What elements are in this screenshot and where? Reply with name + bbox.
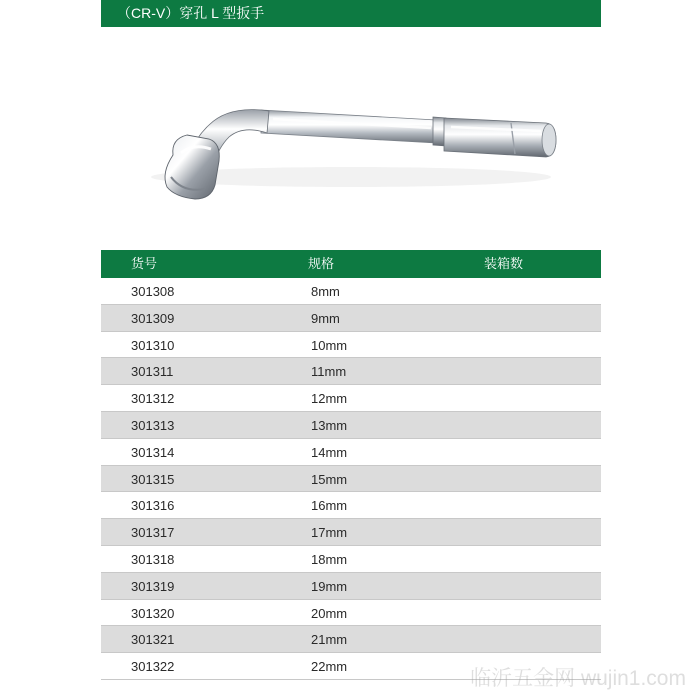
item-spec: 22mm	[311, 659, 348, 675]
item-spec: 9mm	[311, 310, 340, 326]
table-header	[101, 250, 601, 278]
item-code: 301322	[131, 659, 175, 675]
item-spec: 10mm	[311, 337, 348, 353]
item-spec: 16mm	[311, 498, 348, 514]
table-row	[101, 546, 601, 573]
item-spec: 12mm	[311, 391, 348, 407]
l-type-socket-wrench-icon	[101, 27, 601, 250]
item-code: 301309	[131, 310, 175, 326]
item-spec: 14mm	[311, 444, 348, 460]
product-sheet	[101, 0, 601, 700]
item-code: 301314	[131, 444, 175, 460]
item-spec: 11mm	[311, 364, 347, 380]
product-photo	[101, 27, 601, 250]
item-code: 301315	[131, 471, 175, 487]
table-row	[101, 412, 601, 439]
item-spec: 20mm	[311, 605, 348, 621]
table-row	[101, 626, 601, 653]
title-bar	[101, 0, 601, 27]
spec-table	[101, 278, 601, 680]
item-spec: 8mm	[311, 284, 340, 299]
table-row	[101, 305, 601, 332]
item-code: 301317	[131, 525, 175, 541]
item-spec: 17mm	[311, 525, 348, 541]
table-row	[101, 278, 601, 305]
item-code: 301320	[131, 605, 175, 621]
item-code: 301316	[131, 498, 175, 514]
header-packing-quantity: 装箱数	[484, 256, 524, 271]
header-item-code: 货号	[131, 256, 158, 271]
item-code: 301312	[131, 391, 175, 407]
item-code: 301321	[131, 632, 175, 648]
table-row	[101, 439, 601, 466]
item-spec: 21mm	[311, 632, 348, 648]
item-spec: 18mm	[311, 551, 348, 567]
watermark-text: 临沂五金网 wujin1.com	[470, 667, 686, 690]
item-code: 301308	[131, 284, 175, 299]
table-row	[101, 573, 601, 600]
item-spec: 13mm	[311, 417, 348, 433]
item-spec: 19mm	[311, 578, 348, 594]
item-code: 301318	[131, 551, 175, 567]
item-code: 301311	[131, 364, 174, 380]
header-spec: 规格	[308, 256, 335, 271]
table-row	[101, 492, 601, 519]
table-row	[101, 385, 601, 412]
table-row	[101, 358, 601, 385]
item-code: 301319	[131, 578, 175, 594]
table-row	[101, 332, 601, 359]
item-code: 301310	[131, 337, 175, 353]
table-row	[101, 466, 601, 493]
table-row	[101, 519, 601, 546]
item-code: 301313	[131, 417, 175, 433]
table-row	[101, 600, 601, 627]
page-title: （CR-V）穿孔 L 型扳手	[117, 5, 265, 21]
item-spec: 15mm	[311, 471, 348, 487]
